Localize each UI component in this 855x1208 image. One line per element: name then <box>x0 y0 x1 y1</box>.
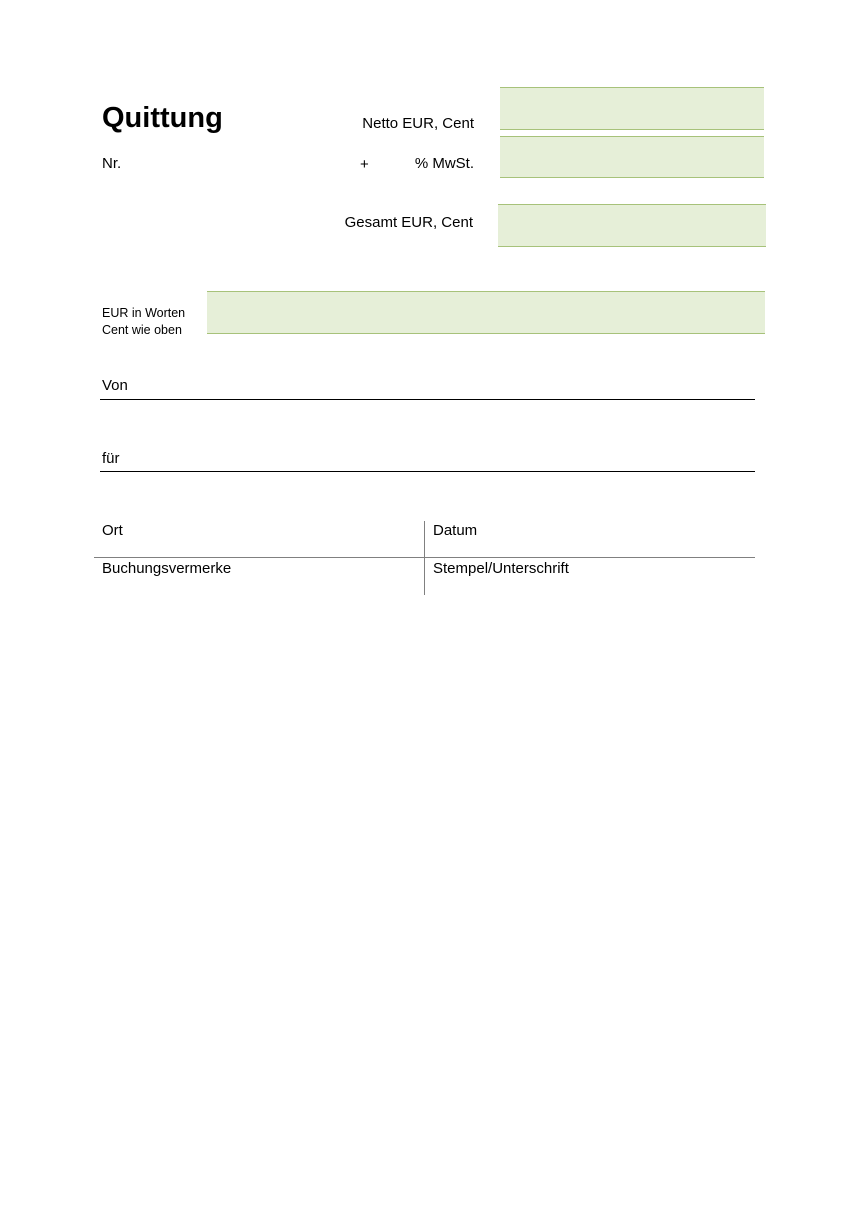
vat-field[interactable] <box>500 136 764 178</box>
stamp-signature-label: Stempel/Unterschrift <box>433 560 569 577</box>
from-label: Von <box>102 377 128 394</box>
amount-in-words-field[interactable] <box>207 291 765 334</box>
cents-as-above-label: Cent wie oben <box>102 323 182 337</box>
net-amount-field[interactable] <box>500 87 764 130</box>
for-label: für <box>102 450 120 467</box>
from-line[interactable] <box>100 399 755 400</box>
date-label: Datum <box>433 522 478 539</box>
net-amount-label: Netto EUR, Cent <box>362 115 474 132</box>
vat-label: % MwSt. <box>414 155 474 172</box>
number-label: Nr. <box>102 155 122 172</box>
place-label: Ort <box>102 522 123 539</box>
total-amount-field[interactable] <box>498 204 766 247</box>
booking-notes-label: Buchungsvermerke <box>102 560 232 577</box>
page-title: Quittung <box>102 102 223 134</box>
column-divider <box>424 521 425 595</box>
for-line[interactable] <box>100 471 755 472</box>
vat-plus-sign: + <box>360 156 369 173</box>
total-amount-label: Gesamt EUR, Cent <box>344 214 473 231</box>
amount-in-words-label: EUR in Worten <box>102 306 186 320</box>
